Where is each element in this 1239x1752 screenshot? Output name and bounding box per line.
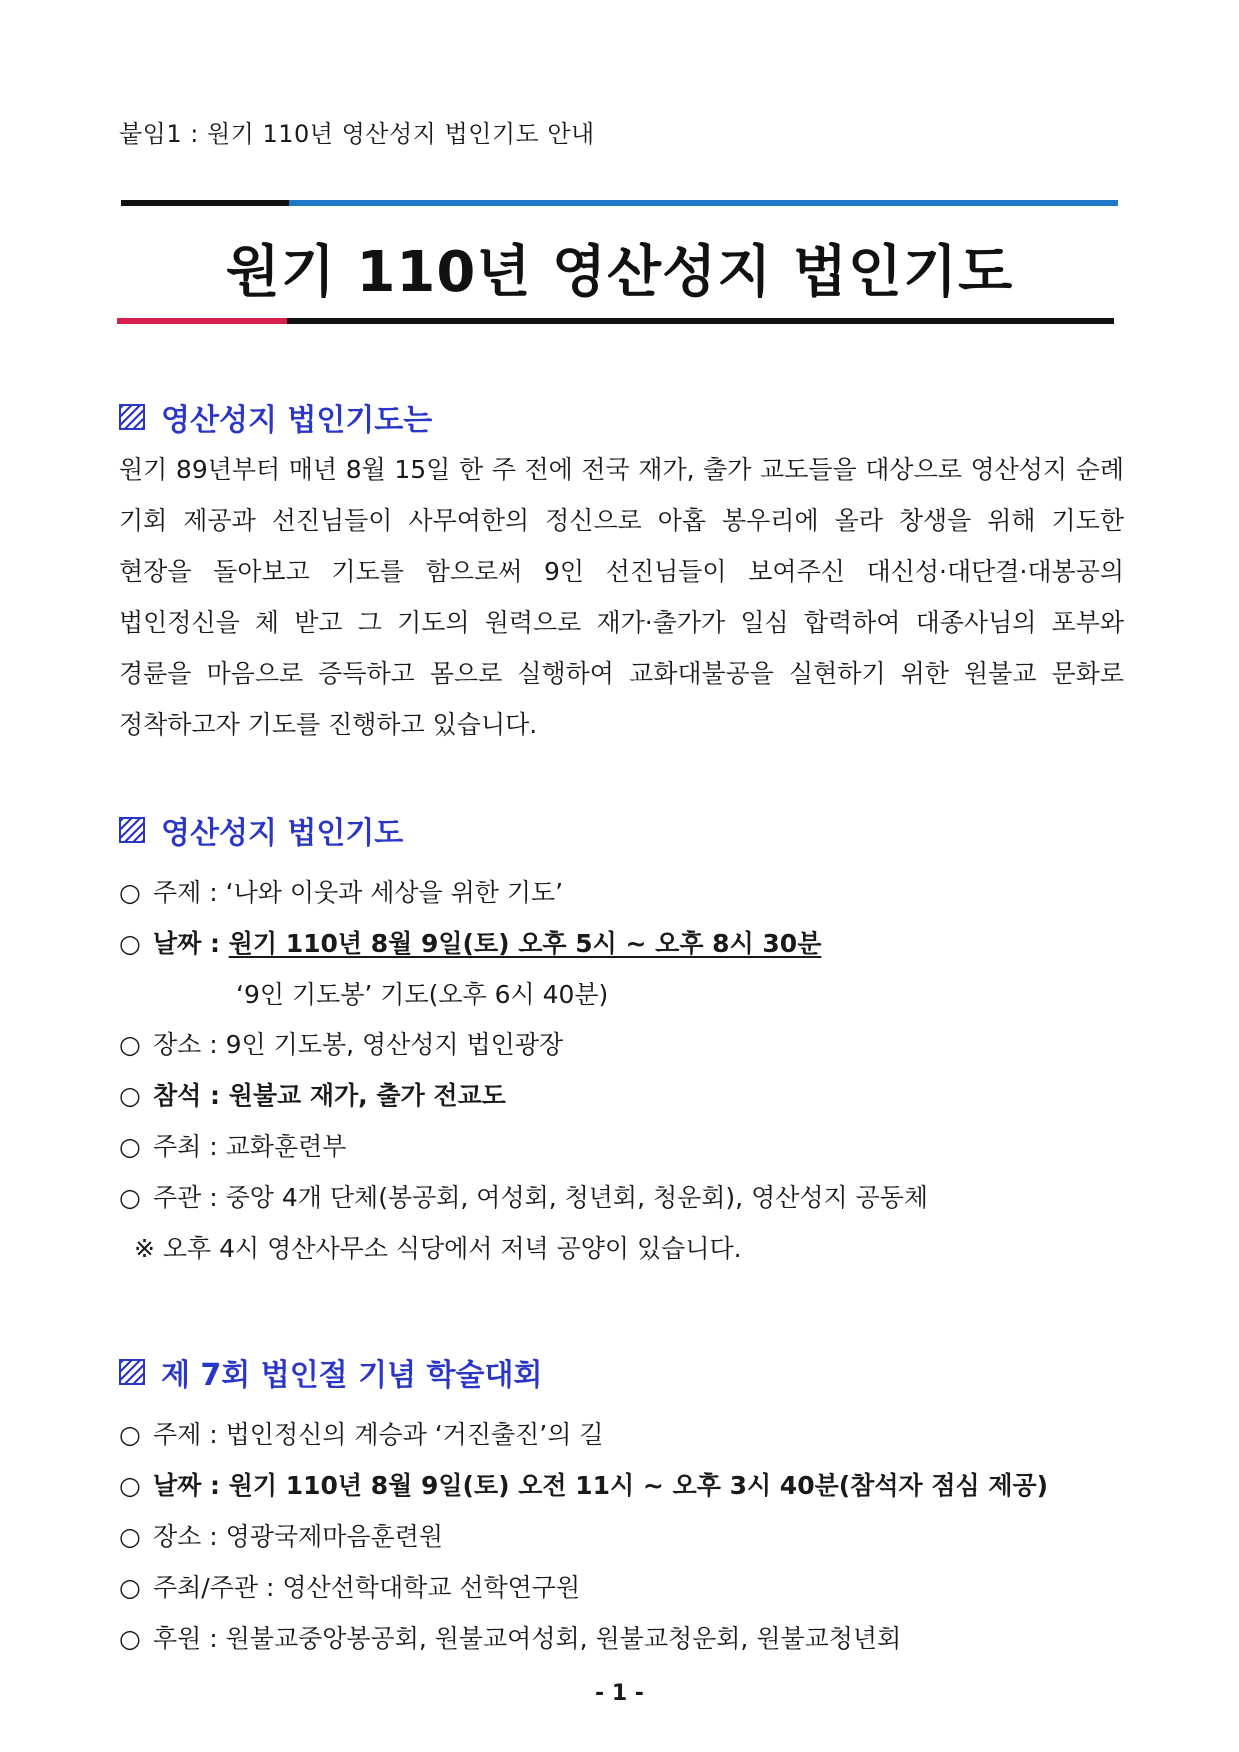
item-label: 주제 <box>153 1420 202 1449</box>
item-label: 주최/주관 <box>153 1573 259 1602</box>
attachment-label: 붙임1 : 원기 110년 영산성지 법인기도 안내 <box>119 120 595 148</box>
bottom-rule-red <box>117 318 287 324</box>
item-value: 원불교 재가, 출가 전교도 <box>228 1081 506 1110</box>
page-title: 원기 110년 영산성지 법인기도 <box>225 240 1014 305</box>
item-label: 주관 <box>153 1183 202 1212</box>
bottom-rule-dark <box>287 318 1114 324</box>
section-heading-symposium <box>119 1350 542 1394</box>
item-label: 참석 <box>153 1081 202 1110</box>
item-value: 원기 110년 8월 9일(토) 오후 5시 ~ 오후 8시 30분 <box>228 929 822 958</box>
list-item-theme: ○ 주제 : 법인정신의 계승과 ‘거진출진’의 길 <box>119 1420 604 1449</box>
circle-marker-icon: ○ <box>119 1573 141 1602</box>
list-item-place: ○ 장소 : 영광국제마음훈련원 <box>119 1522 443 1551</box>
list-item-host-organizer: ○ 주최/주관 : 영산선학대학교 선학연구원 <box>119 1573 581 1602</box>
circle-marker-icon: ○ <box>119 929 141 958</box>
list-item-date: ○ 날짜 : 원기 110년 8월 9일(토) 오후 5시 ~ 오후 8시 30분 <box>119 929 822 958</box>
item-label: 주최 <box>153 1132 202 1161</box>
list-item-date: ○ 날짜 : 원기 110년 8월 9일(토) 오전 11시 ~ 오후 3시 40분(참석자 점심 제공) <box>119 1471 1049 1500</box>
circle-marker-icon: ○ <box>119 1183 141 1212</box>
item-value: 원불교중앙봉공회, 원불교여성회, 원불교청운회, 원불교청년회 <box>225 1624 902 1653</box>
circle-marker-icon: ○ <box>119 1132 141 1161</box>
list-item-organizer: ○ 주관 : 중앙 4개 단체(봉공회, 여성회, 청년회, 청운회), 영산성지 공동체 <box>119 1183 929 1212</box>
section-heading-text: 영산성지 법인기도는 <box>161 403 433 438</box>
list-item-sponsor: ○ 후원 : 원불교중앙봉공회, 원불교여성회, 원불교청운회, 원불교청년회 <box>119 1624 902 1653</box>
item-label: 장소 <box>153 1030 202 1059</box>
item-value: ‘나와 이웃과 세상을 위한 기도’ <box>225 878 564 907</box>
circle-marker-icon: ○ <box>119 1471 141 1500</box>
date-subline: ‘9인 기도봉’ 기도(오후 6시 40분) <box>236 980 609 1009</box>
item-value: 중앙 4개 단체(봉공회, 여성회, 청년회, 청운회), 영산성지 공동체 <box>225 1183 929 1212</box>
hatched-square-icon <box>119 1359 145 1385</box>
hatched-square-icon <box>119 404 145 430</box>
item-label: 후원 <box>153 1624 202 1653</box>
item-label: 주제 <box>153 878 202 907</box>
intro-paragraph: 원기 89년부터 매년 8월 15일 한 주 전에 전국 재가, 출가 교도들을 대상으로 영산성지 순례 기회 제공과 선진님들이 사무여한의 정신으로 아홉 봉우리에 올라 창생을 위해 기도한 현장을 돌아보고 기도를 함으로써 9인 선진님들이 보여주신 대신성·대단결·대봉공의 법인정신을 체 받고 그 기도의 원력으로 재가·출가가 일심 합력하여 대종사님의 포부와 경륜을 마음으로 증득하고 몸으로 실행하여 교화대불공을 실현하기 위한 원불교 문화로 정착하고자 기도를 진행하고 있습니다. <box>119 455 1124 739</box>
page-number: - 1 - <box>595 1681 644 1706</box>
section-heading-about <box>119 395 432 439</box>
item-label: 날짜 <box>153 1471 202 1500</box>
list-item-attendees: ○ 참석 : 원불교 재가, 출가 전교도 <box>119 1081 506 1110</box>
section-heading-text: 제 7회 법인절 기념 학술대회 <box>161 1358 543 1393</box>
top-rule-blue <box>289 200 1118 206</box>
circle-marker-icon: ○ <box>119 1030 141 1059</box>
circle-marker-icon: ○ <box>119 1420 141 1449</box>
section-heading-prayer <box>119 808 403 852</box>
circle-marker-icon: ○ <box>119 1624 141 1653</box>
item-label: 날짜 <box>153 929 202 958</box>
list-item-host: ○ 주최 : 교화훈련부 <box>119 1132 347 1161</box>
item-value: 9인 기도봉, 영산성지 법인광장 <box>225 1030 564 1059</box>
item-label: 장소 <box>153 1522 202 1551</box>
list-item-place: ○ 장소 : 9인 기도봉, 영산성지 법인광장 <box>119 1030 564 1059</box>
hatched-square-icon <box>119 817 145 843</box>
item-value: 영광국제마음훈련원 <box>225 1522 443 1551</box>
top-rule-dark <box>121 200 289 206</box>
circle-marker-icon: ○ <box>119 1081 141 1110</box>
item-value: 원기 110년 8월 9일(토) 오전 11시 ~ 오후 3시 40분(참석자 점심 제공) <box>228 1471 1049 1500</box>
circle-marker-icon: ○ <box>119 878 141 907</box>
section-heading-text: 영산성지 법인기도 <box>161 816 404 851</box>
circle-marker-icon: ○ <box>119 1522 141 1551</box>
item-value: 법인정신의 계승과 ‘거진출진’의 길 <box>225 1420 604 1449</box>
list-item-theme: ○ 주제 : ‘나와 이웃과 세상을 위한 기도’ <box>119 878 564 907</box>
item-value: 영산선학대학교 선학연구원 <box>282 1573 581 1602</box>
dinner-note: ※ 오후 4시 영산사무소 식당에서 저녁 공양이 있습니다. <box>134 1234 742 1263</box>
item-value: 교화훈련부 <box>225 1132 347 1161</box>
